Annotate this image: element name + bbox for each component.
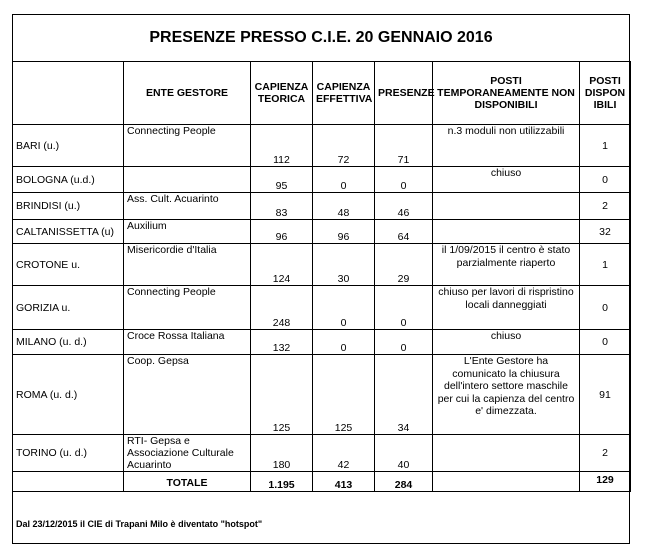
cell-presenze: 0 bbox=[375, 167, 433, 193]
cell-city: CROTONE u. bbox=[13, 244, 124, 286]
cell-posti-temporanei: chiuso bbox=[433, 167, 580, 193]
cell-posti-temporanei: chiuso bbox=[433, 330, 580, 355]
presenze-table bbox=[12, 61, 631, 492]
header-capienza-teorica: CAPIENZA TEORICA bbox=[251, 62, 313, 125]
cell-capienza-teorica: 96 bbox=[251, 220, 313, 244]
cell-capienza-effettiva: 125 bbox=[313, 355, 375, 435]
cell-posti-temporanei: L'Ente Gestore ha comunicato la chiusura dell'intero settore maschile per cui la capienza del centro e' dimezzata. bbox=[433, 355, 580, 435]
cell-posti-temporanei bbox=[433, 193, 580, 220]
cell-posti-temporanei bbox=[433, 435, 580, 472]
cell-posti-temporanei: chiuso per lavori di rispristino locali danneggiati bbox=[433, 286, 580, 330]
cell-presenze: 0 bbox=[375, 286, 433, 330]
total-empty-note bbox=[433, 472, 580, 492]
header-capienza-effettiva: CAPIENZA EFFETTIVA bbox=[313, 62, 375, 125]
cell-capienza-effettiva: 30 bbox=[313, 244, 375, 286]
cell-capienza-teorica: 248 bbox=[251, 286, 313, 330]
cell-posti-disponibili: 2 bbox=[580, 193, 631, 220]
header-presenze: PRESENZE bbox=[375, 62, 433, 125]
cell-ente-gestore: Ass. Cult. Acuarinto bbox=[124, 193, 251, 220]
cell-presenze: 34 bbox=[375, 355, 433, 435]
cell-capienza-teorica: 125 bbox=[251, 355, 313, 435]
cell-ente-gestore: RTI- Gepsa e Associazione Culturale Acuarinto bbox=[124, 435, 251, 472]
cell-posti-disponibili: 1 bbox=[580, 125, 631, 167]
table-row bbox=[13, 167, 631, 193]
cell-capienza-teorica: 95 bbox=[251, 167, 313, 193]
total-posti-disponibili: 129 bbox=[580, 472, 631, 492]
cell-presenze: 0 bbox=[375, 330, 433, 355]
cell-city: ROMA (u. d.) bbox=[13, 355, 124, 435]
table-row bbox=[13, 244, 631, 286]
total-presenze: 284 bbox=[375, 472, 433, 492]
cell-capienza-effettiva: 42 bbox=[313, 435, 375, 472]
cell-capienza-teorica: 124 bbox=[251, 244, 313, 286]
table-row bbox=[13, 435, 631, 472]
cell-presenze: 64 bbox=[375, 220, 433, 244]
cell-capienza-effettiva: 0 bbox=[313, 286, 375, 330]
header-posti-disponibili: POSTI DISPON IBILI bbox=[580, 62, 631, 125]
cell-ente-gestore: Coop. Gepsa bbox=[124, 355, 251, 435]
header-ente-gestore: ENTE GESTORE bbox=[124, 62, 251, 125]
cell-posti-disponibili: 0 bbox=[580, 330, 631, 355]
cell-capienza-effettiva: 72 bbox=[313, 125, 375, 167]
cell-posti-disponibili: 0 bbox=[580, 286, 631, 330]
cell-presenze: 71 bbox=[375, 125, 433, 167]
cell-presenze: 40 bbox=[375, 435, 433, 472]
cell-posti-temporanei bbox=[433, 220, 580, 244]
cell-ente-gestore bbox=[124, 167, 251, 193]
cell-capienza-effettiva: 0 bbox=[313, 167, 375, 193]
cell-presenze: 29 bbox=[375, 244, 433, 286]
table-row bbox=[13, 220, 631, 244]
cell-capienza-effettiva: 96 bbox=[313, 220, 375, 244]
footer-note: Dal 23/12/2015 il CIE di Trapani Milo è diventato "hotspot" bbox=[16, 519, 263, 529]
cell-posti-temporanei: n.3 moduli non utilizzabili bbox=[433, 125, 580, 167]
total-capienza-effettiva: 413 bbox=[313, 472, 375, 492]
cell-city: GORIZIA u. bbox=[13, 286, 124, 330]
table-body bbox=[13, 125, 631, 492]
cell-city: CALTANISSETTA (u) bbox=[13, 220, 124, 244]
cell-capienza-teorica: 132 bbox=[251, 330, 313, 355]
cell-posti-disponibili: 1 bbox=[580, 244, 631, 286]
cell-city: MILANO (u. d.) bbox=[13, 330, 124, 355]
total-capienza-teorica: 1.195 bbox=[251, 472, 313, 492]
cell-posti-disponibili: 2 bbox=[580, 435, 631, 472]
cell-presenze: 46 bbox=[375, 193, 433, 220]
cell-capienza-teorica: 83 bbox=[251, 193, 313, 220]
page-title: PRESENZE PRESSO C.I.E. 20 GENNAIO 2016 bbox=[149, 28, 493, 46]
cell-capienza-teorica: 112 bbox=[251, 125, 313, 167]
cell-posti-disponibili: 0 bbox=[580, 167, 631, 193]
cell-ente-gestore: Auxilium bbox=[124, 220, 251, 244]
header-row bbox=[13, 62, 631, 125]
cell-ente-gestore: Connecting People bbox=[124, 286, 251, 330]
cell-ente-gestore: Connecting People bbox=[124, 125, 251, 167]
cell-capienza-teorica: 180 bbox=[251, 435, 313, 472]
cell-city: BOLOGNA (u.d.) bbox=[13, 167, 124, 193]
header-posti-temporaneamente: POSTI TEMPORANEAMENTE NON DISPONIBILI bbox=[433, 62, 580, 125]
total-label: TOTALE bbox=[124, 472, 251, 492]
cell-posti-temporanei: il 1/09/2015 il centro è stato parzialmente riaperto bbox=[433, 244, 580, 286]
cell-capienza-effettiva: 48 bbox=[313, 193, 375, 220]
table-row bbox=[13, 355, 631, 435]
table-row bbox=[13, 286, 631, 330]
cell-capienza-effettiva: 0 bbox=[313, 330, 375, 355]
cell-city: TORINO (u. d.) bbox=[13, 435, 124, 472]
cell-posti-disponibili: 91 bbox=[580, 355, 631, 435]
table-row bbox=[13, 193, 631, 220]
total-row bbox=[13, 472, 631, 492]
cell-city: BRINDISI (u.) bbox=[13, 193, 124, 220]
cell-ente-gestore: Croce Rossa Italiana bbox=[124, 330, 251, 355]
cell-city: BARI (u.) bbox=[13, 125, 124, 167]
table-row bbox=[13, 330, 631, 355]
cell-ente-gestore: Misericordie d'Italia bbox=[124, 244, 251, 286]
cell-posti-disponibili: 32 bbox=[580, 220, 631, 244]
total-empty-city bbox=[13, 472, 124, 492]
table-row bbox=[13, 125, 631, 167]
header-city bbox=[13, 62, 124, 125]
